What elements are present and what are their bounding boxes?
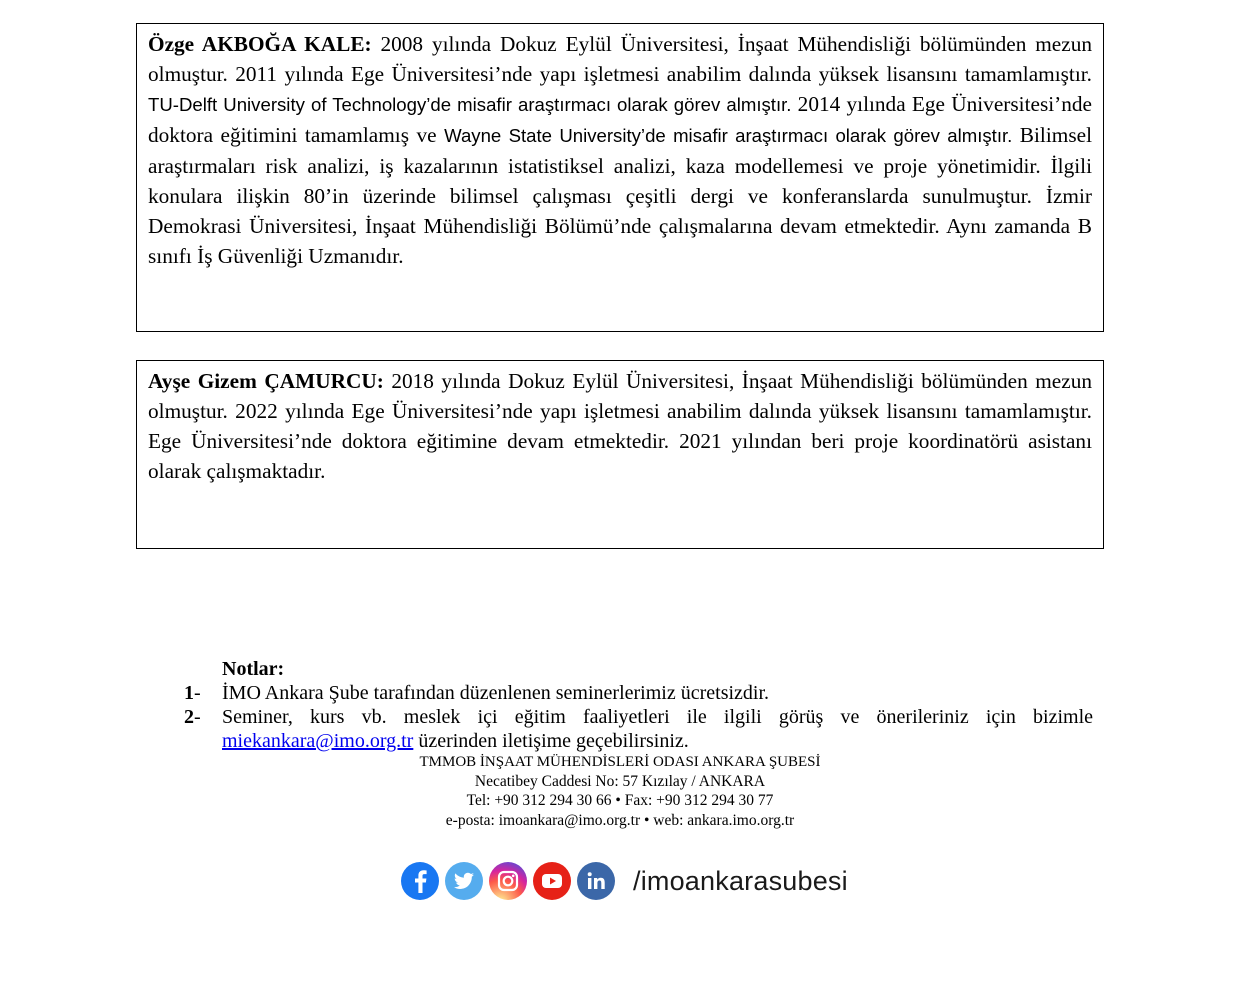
facebook-icon[interactable] bbox=[401, 862, 439, 900]
twitter-icon[interactable] bbox=[445, 862, 483, 900]
email-web: e-posta: imoankara@imo.org.tr • web: ankara.imo.org.tr bbox=[445, 811, 795, 829]
bio-name: Özge AKBOĞA KALE: bbox=[148, 32, 372, 56]
notes-section bbox=[184, 657, 1093, 753]
bio-text: 2008 yılında Dokuz Eylül Üniversitesi, İnşaat Mühendisliği bölümünden mezun olmuştur. 2011 yılında Ege Üniversitesi’nde yapı işletmesi anabilim dalında yüksek lisansını tamamlamıştır. bbox=[148, 32, 1093, 86]
street-address: Necatibey Caddesi No: 57 Kızılay / ANKARA bbox=[474, 773, 766, 791]
note-text: Seminer, kurs vb. meslek içi eğitim faaliyetleri ile ilgili görüş ve önerileriniz için bizimle miekankara@imo.org.tr üzerinden iletişime geçebilirsiniz. bbox=[222, 706, 1093, 752]
note-number: 1- bbox=[184, 682, 201, 704]
instagram-icon[interactable] bbox=[489, 862, 527, 900]
bio-box-ayse-gizem-camurcu bbox=[136, 360, 1104, 549]
organization-name: TMMOB İNŞAAT MÜHENDİSLERİ ODASI ANKARA ŞUBESİ bbox=[419, 754, 821, 770]
social-media-bar bbox=[401, 861, 848, 901]
address-block bbox=[320, 753, 920, 830]
social-handle: /imoankarasubesi bbox=[633, 865, 848, 896]
phone-fax: Tel: +90 312 294 30 66 • Fax: +90 312 294 30 77 bbox=[466, 792, 774, 810]
bio-text: Bilimsel araştırmaları risk analizi, iş kazalarının istatistiksel analizi, kaza modellemesi ve proje yönetimidir. İlgili konulara ilişkin 80’in üzerinde bilimsel çalışması çeşitli dergi ve konferanslarda sunulmuştur. İzmir Demokrasi Üniversitesi, İnşaat Mühendisliği Bölümü’nde çalışmalarına devam etmektedir. Aynı zamanda B sınıfı İş Güvenliği Uzmanıdır. bbox=[148, 123, 1092, 268]
bio-box-ozge-akboga-kale bbox=[136, 23, 1104, 332]
bio-text-highlight: TU-Delft University of Technology’de misafir araştırmacı olarak görev almıştır. bbox=[148, 94, 792, 115]
bio-name: Ayşe Gizem ÇAMURCU: bbox=[148, 369, 384, 393]
notes-title: Notlar: bbox=[222, 658, 285, 680]
bio-text: 2014 yılında Ege Üniversitesi’nde doktora eğitimini tamamlamış ve bbox=[148, 92, 1092, 147]
linkedin-icon[interactable] bbox=[577, 862, 615, 900]
note-text: İMO Ankara Şube tarafından düzenlenen seminerlerimiz ücretsizdir. bbox=[222, 682, 770, 704]
youtube-icon[interactable] bbox=[533, 862, 571, 900]
note-item bbox=[184, 705, 1093, 753]
note-item bbox=[184, 681, 1093, 705]
email-link[interactable]: miekankara@imo.org.tr bbox=[222, 730, 414, 752]
note-number: 2- bbox=[184, 706, 201, 728]
bio-text-highlight: Wayne State University’de misafir araştırmacı olarak görev almıştır. bbox=[444, 125, 1013, 146]
bio-text: 2018 yılında Dokuz Eylül Üniversitesi, İnşaat Mühendisliği bölümünden mezun olmuştur. 2022 yılında Ege Üniversitesi’nde yapı işletmesi anabilim dalında yüksek lisansını tamamlamıştır. Ege Üniversitesi’nde doktora eğitimine devam etmektedir. 2021 yılından beri proje koordinatörü asistanı olarak çalışmaktadır. bbox=[148, 369, 1092, 483]
